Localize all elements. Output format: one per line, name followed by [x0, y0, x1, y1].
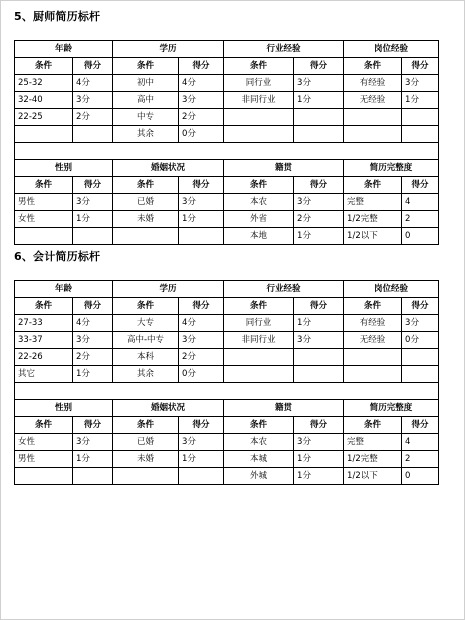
section-title-accountant: 6、会计简历标杆	[14, 250, 101, 263]
table-cell: 0分	[402, 332, 439, 349]
table-cell: 外城	[224, 468, 294, 485]
column-header: 条件	[113, 58, 179, 75]
table-header-row	[15, 58, 439, 75]
column-header: 条件	[344, 177, 402, 194]
group-header: 岗位经验	[344, 281, 439, 298]
table-cell: 未婚	[113, 211, 179, 228]
spacer-row	[15, 383, 439, 400]
column-header: 得分	[73, 177, 113, 194]
table-cell: 4分	[179, 315, 224, 332]
table-cell: 已婚	[113, 434, 179, 451]
table-cell: 3分	[402, 315, 439, 332]
table-cell: 3分	[179, 332, 224, 349]
table-cell	[179, 468, 224, 485]
table-row	[15, 211, 439, 228]
table-cell: 非同行业	[224, 92, 294, 109]
table-group-row	[15, 41, 439, 58]
table-cell	[224, 126, 294, 143]
table-cell: 本农	[224, 434, 294, 451]
table-cell: 0分	[179, 126, 224, 143]
table-cell: 有经验	[344, 315, 402, 332]
table-cell	[294, 126, 344, 143]
table-cell: 4分	[73, 315, 113, 332]
table-cell: 高中-中专	[113, 332, 179, 349]
table-cell: 本科	[113, 349, 179, 366]
column-header: 条件	[224, 417, 294, 434]
chef-score-table	[14, 40, 439, 245]
table-cell: 中专	[113, 109, 179, 126]
table-cell	[15, 468, 73, 485]
table-cell: 男性	[15, 194, 73, 211]
table-cell: 本城	[224, 451, 294, 468]
table-cell	[402, 366, 439, 383]
group-header: 性别	[15, 400, 113, 417]
table-cell: 1分	[294, 92, 344, 109]
table-row	[15, 332, 439, 349]
table-cell: 2分	[73, 109, 113, 126]
table-cell: 4分	[73, 75, 113, 92]
group-header: 行业经验	[224, 281, 344, 298]
column-header: 条件	[15, 177, 73, 194]
group-header: 简历完整度	[344, 160, 439, 177]
table-cell: 1分	[73, 451, 113, 468]
table-cell	[224, 109, 294, 126]
group-header: 年龄	[15, 41, 113, 58]
table-cell: 3分	[179, 434, 224, 451]
table-cell: 0	[402, 228, 439, 245]
table-cell	[224, 366, 294, 383]
table-cell: 22-25	[15, 109, 73, 126]
table-cell: 初中	[113, 75, 179, 92]
group-header: 简历完整度	[344, 400, 439, 417]
table-cell	[73, 228, 113, 245]
table-cell	[294, 366, 344, 383]
table-cell: 非同行业	[224, 332, 294, 349]
group-header: 岗位经验	[344, 41, 439, 58]
table-cell: 完整	[344, 434, 402, 451]
table-cell: 本农	[224, 194, 294, 211]
column-header: 得分	[179, 58, 224, 75]
table-cell	[402, 109, 439, 126]
column-header: 得分	[73, 417, 113, 434]
table-cell: 其它	[15, 366, 73, 383]
table-cell	[113, 468, 179, 485]
table-cell: 3分	[73, 92, 113, 109]
table-cell: 同行业	[224, 315, 294, 332]
table-row	[15, 468, 439, 485]
table-row	[15, 109, 439, 126]
table-cell: 已婚	[113, 194, 179, 211]
column-header: 条件	[15, 298, 73, 315]
column-header: 得分	[294, 298, 344, 315]
group-header: 婚姻状况	[113, 160, 224, 177]
table-cell	[402, 126, 439, 143]
table-cell: 3分	[402, 75, 439, 92]
table-row	[15, 349, 439, 366]
column-header: 得分	[294, 58, 344, 75]
table-row	[15, 126, 439, 143]
table-cell: 无经验	[344, 92, 402, 109]
table-cell: 4	[402, 434, 439, 451]
table-group-row	[15, 400, 439, 417]
spacer-row	[15, 143, 439, 160]
table-cell	[113, 228, 179, 245]
group-header: 籍贯	[224, 400, 344, 417]
table-cell: 25-32	[15, 75, 73, 92]
table-cell: 1/2以下	[344, 468, 402, 485]
column-header: 条件	[113, 298, 179, 315]
column-header: 得分	[179, 177, 224, 194]
group-header: 性别	[15, 160, 113, 177]
table-cell: 2分	[179, 349, 224, 366]
table-row	[15, 75, 439, 92]
table-cell: 1分	[294, 451, 344, 468]
group-header: 婚姻状况	[113, 400, 224, 417]
table-cell: 3分	[294, 194, 344, 211]
table-cell	[73, 126, 113, 143]
group-header: 籍贯	[224, 160, 344, 177]
table-cell: 1分	[179, 451, 224, 468]
table-cell: 同行业	[224, 75, 294, 92]
column-header: 条件	[344, 298, 402, 315]
table-cell: 2	[402, 451, 439, 468]
column-header: 条件	[344, 58, 402, 75]
table-cell	[294, 109, 344, 126]
table-cell: 1/2以下	[344, 228, 402, 245]
table-cell	[294, 349, 344, 366]
table-cell: 3分	[73, 194, 113, 211]
group-header: 年龄	[15, 281, 113, 298]
column-header: 条件	[224, 298, 294, 315]
table-cell: 1/2完整	[344, 451, 402, 468]
table-cell: 22-26	[15, 349, 73, 366]
table-cell: 3分	[294, 434, 344, 451]
table-row	[15, 434, 439, 451]
table-group-row	[15, 281, 439, 298]
table-row	[15, 92, 439, 109]
column-header: 得分	[294, 417, 344, 434]
table-row	[15, 315, 439, 332]
table-cell: 4	[402, 194, 439, 211]
column-header: 得分	[294, 177, 344, 194]
table-cell: 1/2完整	[344, 211, 402, 228]
table-cell: 33-37	[15, 332, 73, 349]
table-cell	[344, 126, 402, 143]
table-cell: 未婚	[113, 451, 179, 468]
table-cell	[179, 228, 224, 245]
table-cell: 本地	[224, 228, 294, 245]
table-cell: 32-40	[15, 92, 73, 109]
table-cell: 3分	[73, 434, 113, 451]
group-header: 学历	[113, 41, 224, 58]
table-cell	[344, 349, 402, 366]
table-cell: 其余	[113, 126, 179, 143]
table-cell: 外省	[224, 211, 294, 228]
column-header: 条件	[15, 58, 73, 75]
table-cell	[15, 228, 73, 245]
table-row	[15, 366, 439, 383]
table-cell: 无经验	[344, 332, 402, 349]
table-cell: 1分	[294, 228, 344, 245]
table-cell	[224, 349, 294, 366]
table-cell: 高中	[113, 92, 179, 109]
column-header: 条件	[224, 58, 294, 75]
table-cell: 1分	[402, 92, 439, 109]
table-cell: 0分	[179, 366, 224, 383]
accountant-score-table	[14, 280, 439, 485]
table-cell: 女性	[15, 434, 73, 451]
table-cell	[402, 349, 439, 366]
table-cell	[344, 109, 402, 126]
table-cell: 男性	[15, 451, 73, 468]
table-cell: 1分	[179, 211, 224, 228]
column-header: 条件	[344, 417, 402, 434]
table-cell	[344, 366, 402, 383]
table-group-row	[15, 160, 439, 177]
column-header: 得分	[73, 58, 113, 75]
table-row	[15, 228, 439, 245]
table-cell	[15, 126, 73, 143]
table-cell: 2分	[294, 211, 344, 228]
table-cell: 3分	[179, 92, 224, 109]
table-cell: 大专	[113, 315, 179, 332]
table-cell: 1分	[73, 211, 113, 228]
table-cell: 3分	[294, 75, 344, 92]
column-header: 条件	[113, 177, 179, 194]
table-cell: 1分	[294, 315, 344, 332]
table-cell: 0	[402, 468, 439, 485]
table-cell: 1分	[73, 366, 113, 383]
table-cell	[73, 468, 113, 485]
group-header: 学历	[113, 281, 224, 298]
column-header: 得分	[402, 298, 439, 315]
table-cell: 27-33	[15, 315, 73, 332]
table-cell: 3分	[294, 332, 344, 349]
column-header: 条件	[224, 177, 294, 194]
table-header-row	[15, 298, 439, 315]
column-header: 得分	[402, 58, 439, 75]
table-cell: 3分	[179, 194, 224, 211]
table-row	[15, 451, 439, 468]
column-header: 得分	[402, 417, 439, 434]
column-header: 得分	[179, 417, 224, 434]
table-cell: 2分	[179, 109, 224, 126]
column-header: 条件	[113, 417, 179, 434]
table-cell: 4分	[179, 75, 224, 92]
column-header: 条件	[15, 417, 73, 434]
table-cell: 其余	[113, 366, 179, 383]
column-header: 得分	[402, 177, 439, 194]
table-header-row	[15, 417, 439, 434]
group-header: 行业经验	[224, 41, 344, 58]
table-cell: 3分	[73, 332, 113, 349]
table-cell: 2分	[73, 349, 113, 366]
column-header: 得分	[73, 298, 113, 315]
table-row	[15, 194, 439, 211]
table-cell: 1分	[294, 468, 344, 485]
table-cell: 完整	[344, 194, 402, 211]
table-cell: 有经验	[344, 75, 402, 92]
section-title-chef: 5、厨师简历标杆	[14, 10, 101, 23]
table-cell: 2	[402, 211, 439, 228]
column-header: 得分	[179, 298, 224, 315]
table-cell: 女性	[15, 211, 73, 228]
table-header-row	[15, 177, 439, 194]
